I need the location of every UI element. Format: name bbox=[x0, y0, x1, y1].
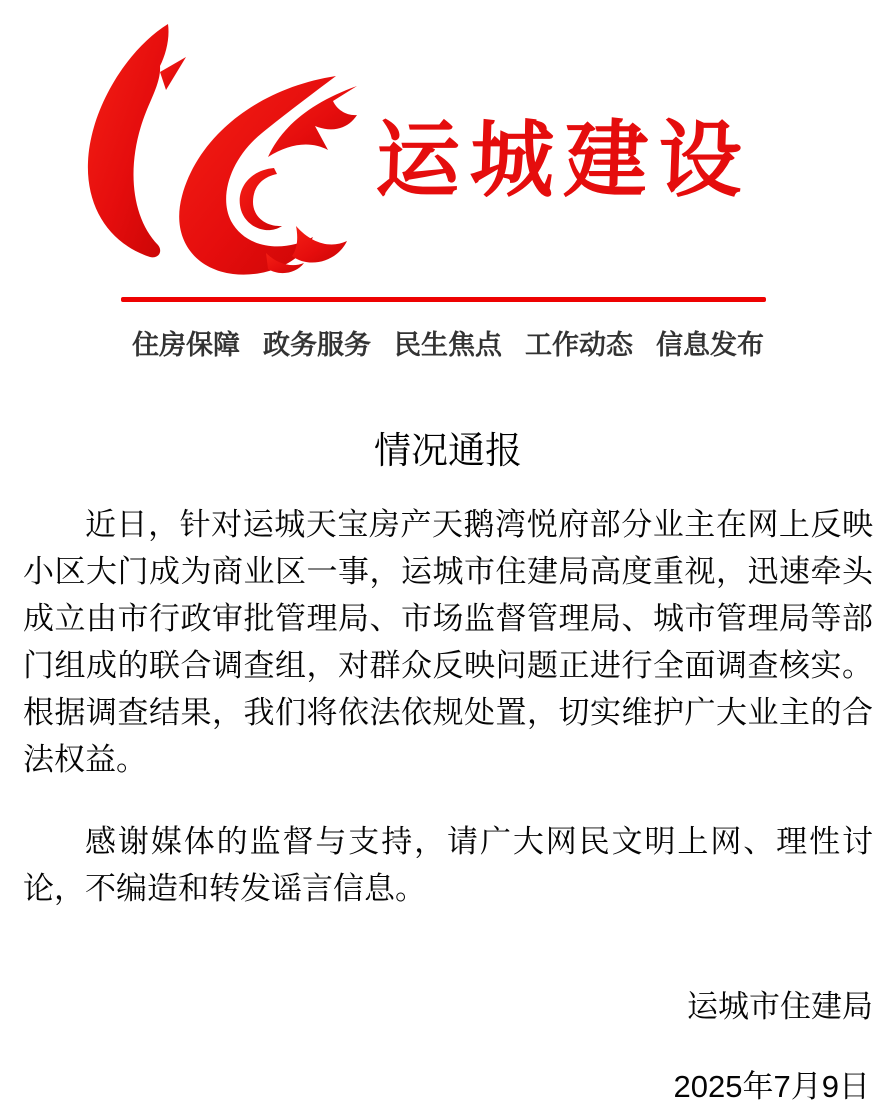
article-title: 情况通报 bbox=[374, 430, 522, 471]
nav-item-info-release[interactable]: 信息发布 bbox=[656, 330, 764, 360]
paragraph-2: 感谢媒体的监督与支持，请广大网民文明上网、理性讨论，不编造和转发谣言信息。 bbox=[23, 824, 873, 906]
nav-item-government-services[interactable]: 政务服务 bbox=[263, 330, 371, 360]
nav-menu bbox=[0, 323, 896, 362]
article-body bbox=[23, 501, 873, 947]
brand-calligraphy: 运城建设 bbox=[374, 113, 754, 207]
phoenix-ribbon-logo-icon bbox=[60, 10, 360, 300]
paragraph-1: 近日，针对运城天宝房产天鹅湾悦府部分业主在网上反映小区大门成为商业区一事，运城市住建局高度重视，迅速牵头成立由市行政审批管理局、市场监督管理局、城市管理局等部门组成的联合调查组，对群众反映问题正进行全面调查核实。根据调查结果，我们将依法依规处置，切实维护广大业主的合法权益。 bbox=[23, 507, 873, 777]
notice-date: 2025年7月9日 bbox=[673, 1069, 870, 1104]
signature: 运城市住建局 bbox=[687, 989, 873, 1024]
header-divider-line bbox=[121, 297, 766, 302]
nav-item-housing-security[interactable]: 住房保障 bbox=[132, 330, 240, 360]
nav-item-work-updates[interactable]: 工作动态 bbox=[525, 330, 633, 360]
nav-item-livelihood-focus[interactable]: 民生焦点 bbox=[394, 330, 502, 360]
